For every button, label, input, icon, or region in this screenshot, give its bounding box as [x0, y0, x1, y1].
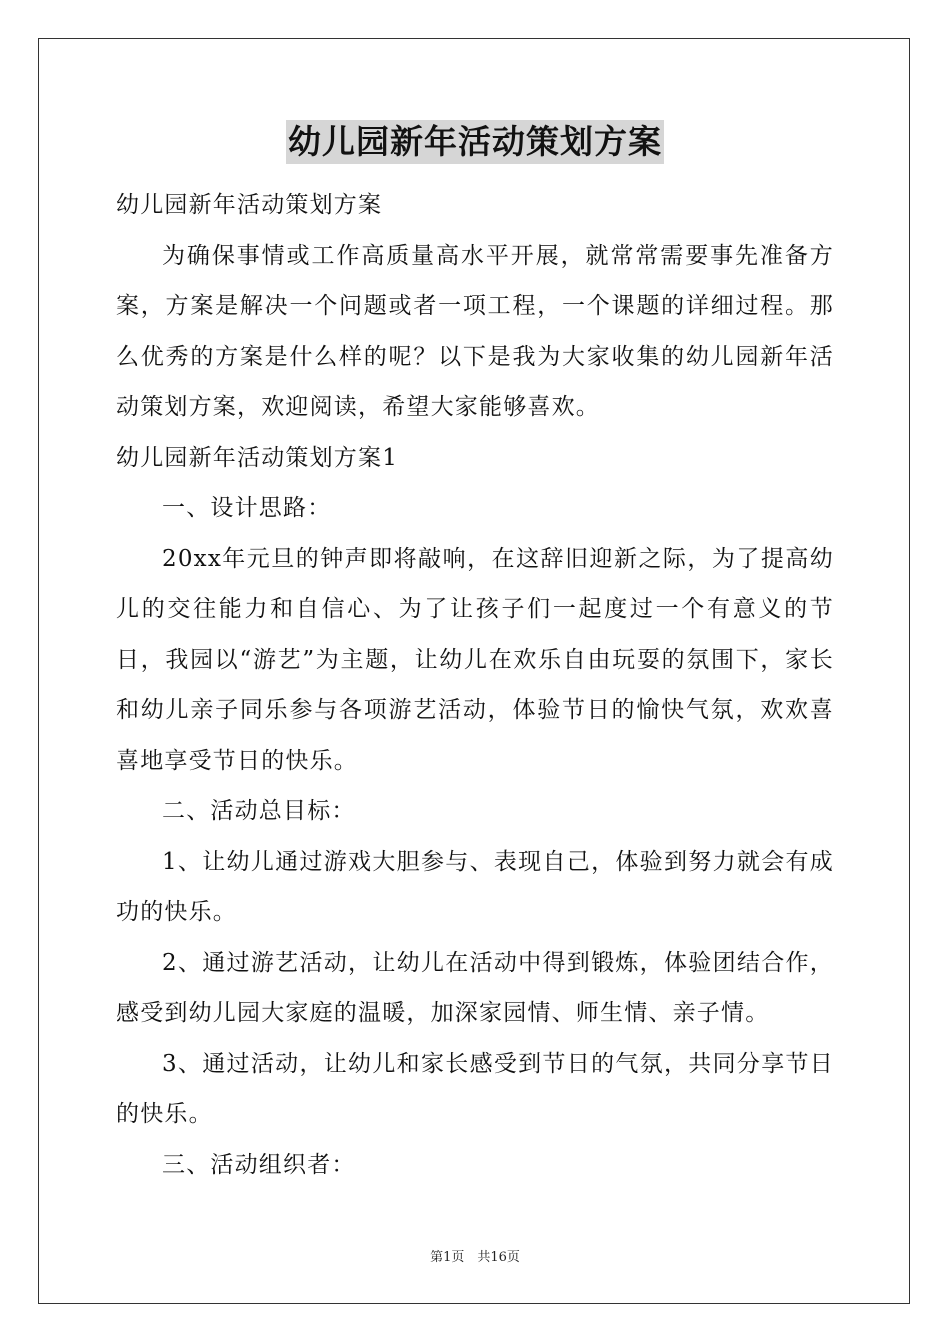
goal-item-1: 1、让幼儿通过游戏大胆参与、表现自己，体验到努力就会有成功的快乐。: [116, 848, 834, 925]
heading-design-idea: 一、设计思路：: [162, 495, 332, 521]
intro-paragraph: 为确保事情或工作高质量高水平开展，就常常需要事先准备方案，方案是解决一个问题或者一项工程，一个课题的详细过程。那么优秀的方案是什么样的呢？以下是我为大家收集的幼儿园新年活动策划方案，欢迎阅读，希望大家能够喜欢。: [116, 242, 834, 420]
title-wrap: [116, 120, 834, 172]
document-body: [116, 120, 834, 1190]
document-title: 幼儿园新年活动策划方案: [286, 120, 664, 164]
heading-goals: 二、活动总目标：: [162, 798, 356, 824]
design-idea-paragraph: 20xx年元旦的钟声即将敲响，在这辞旧迎新之际，为了提高幼儿的交往能力和自信心、为了让孩子们一起度过一个有意义的节日，我园以“游艺”为主题，让幼儿在欢乐自由玩耍的氛围下，家长和幼儿亲子同乐参与各项游艺活动，体验节日的愉快气氛，欢欢喜喜地享受节日的快乐。: [116, 545, 834, 774]
section-title: 幼儿园新年活动策划方案1: [116, 444, 399, 471]
goal-item-2: 2、通过游艺活动，让幼儿在活动中得到锻炼，体验团结合作，感受到幼儿园大家庭的温暖，加深家园情、师生情、亲子情。: [116, 949, 834, 1026]
heading-organizers: 三、活动组织者：: [162, 1151, 356, 1178]
page-number-footer: 第1页 共16页: [430, 1250, 520, 1265]
subtitle: 幼儿园新年活动策划方案: [116, 192, 383, 218]
goal-item-3: 3、通过活动，让幼儿和家长感受到节日的气氛，共同分享节日的快乐。: [116, 1050, 834, 1127]
